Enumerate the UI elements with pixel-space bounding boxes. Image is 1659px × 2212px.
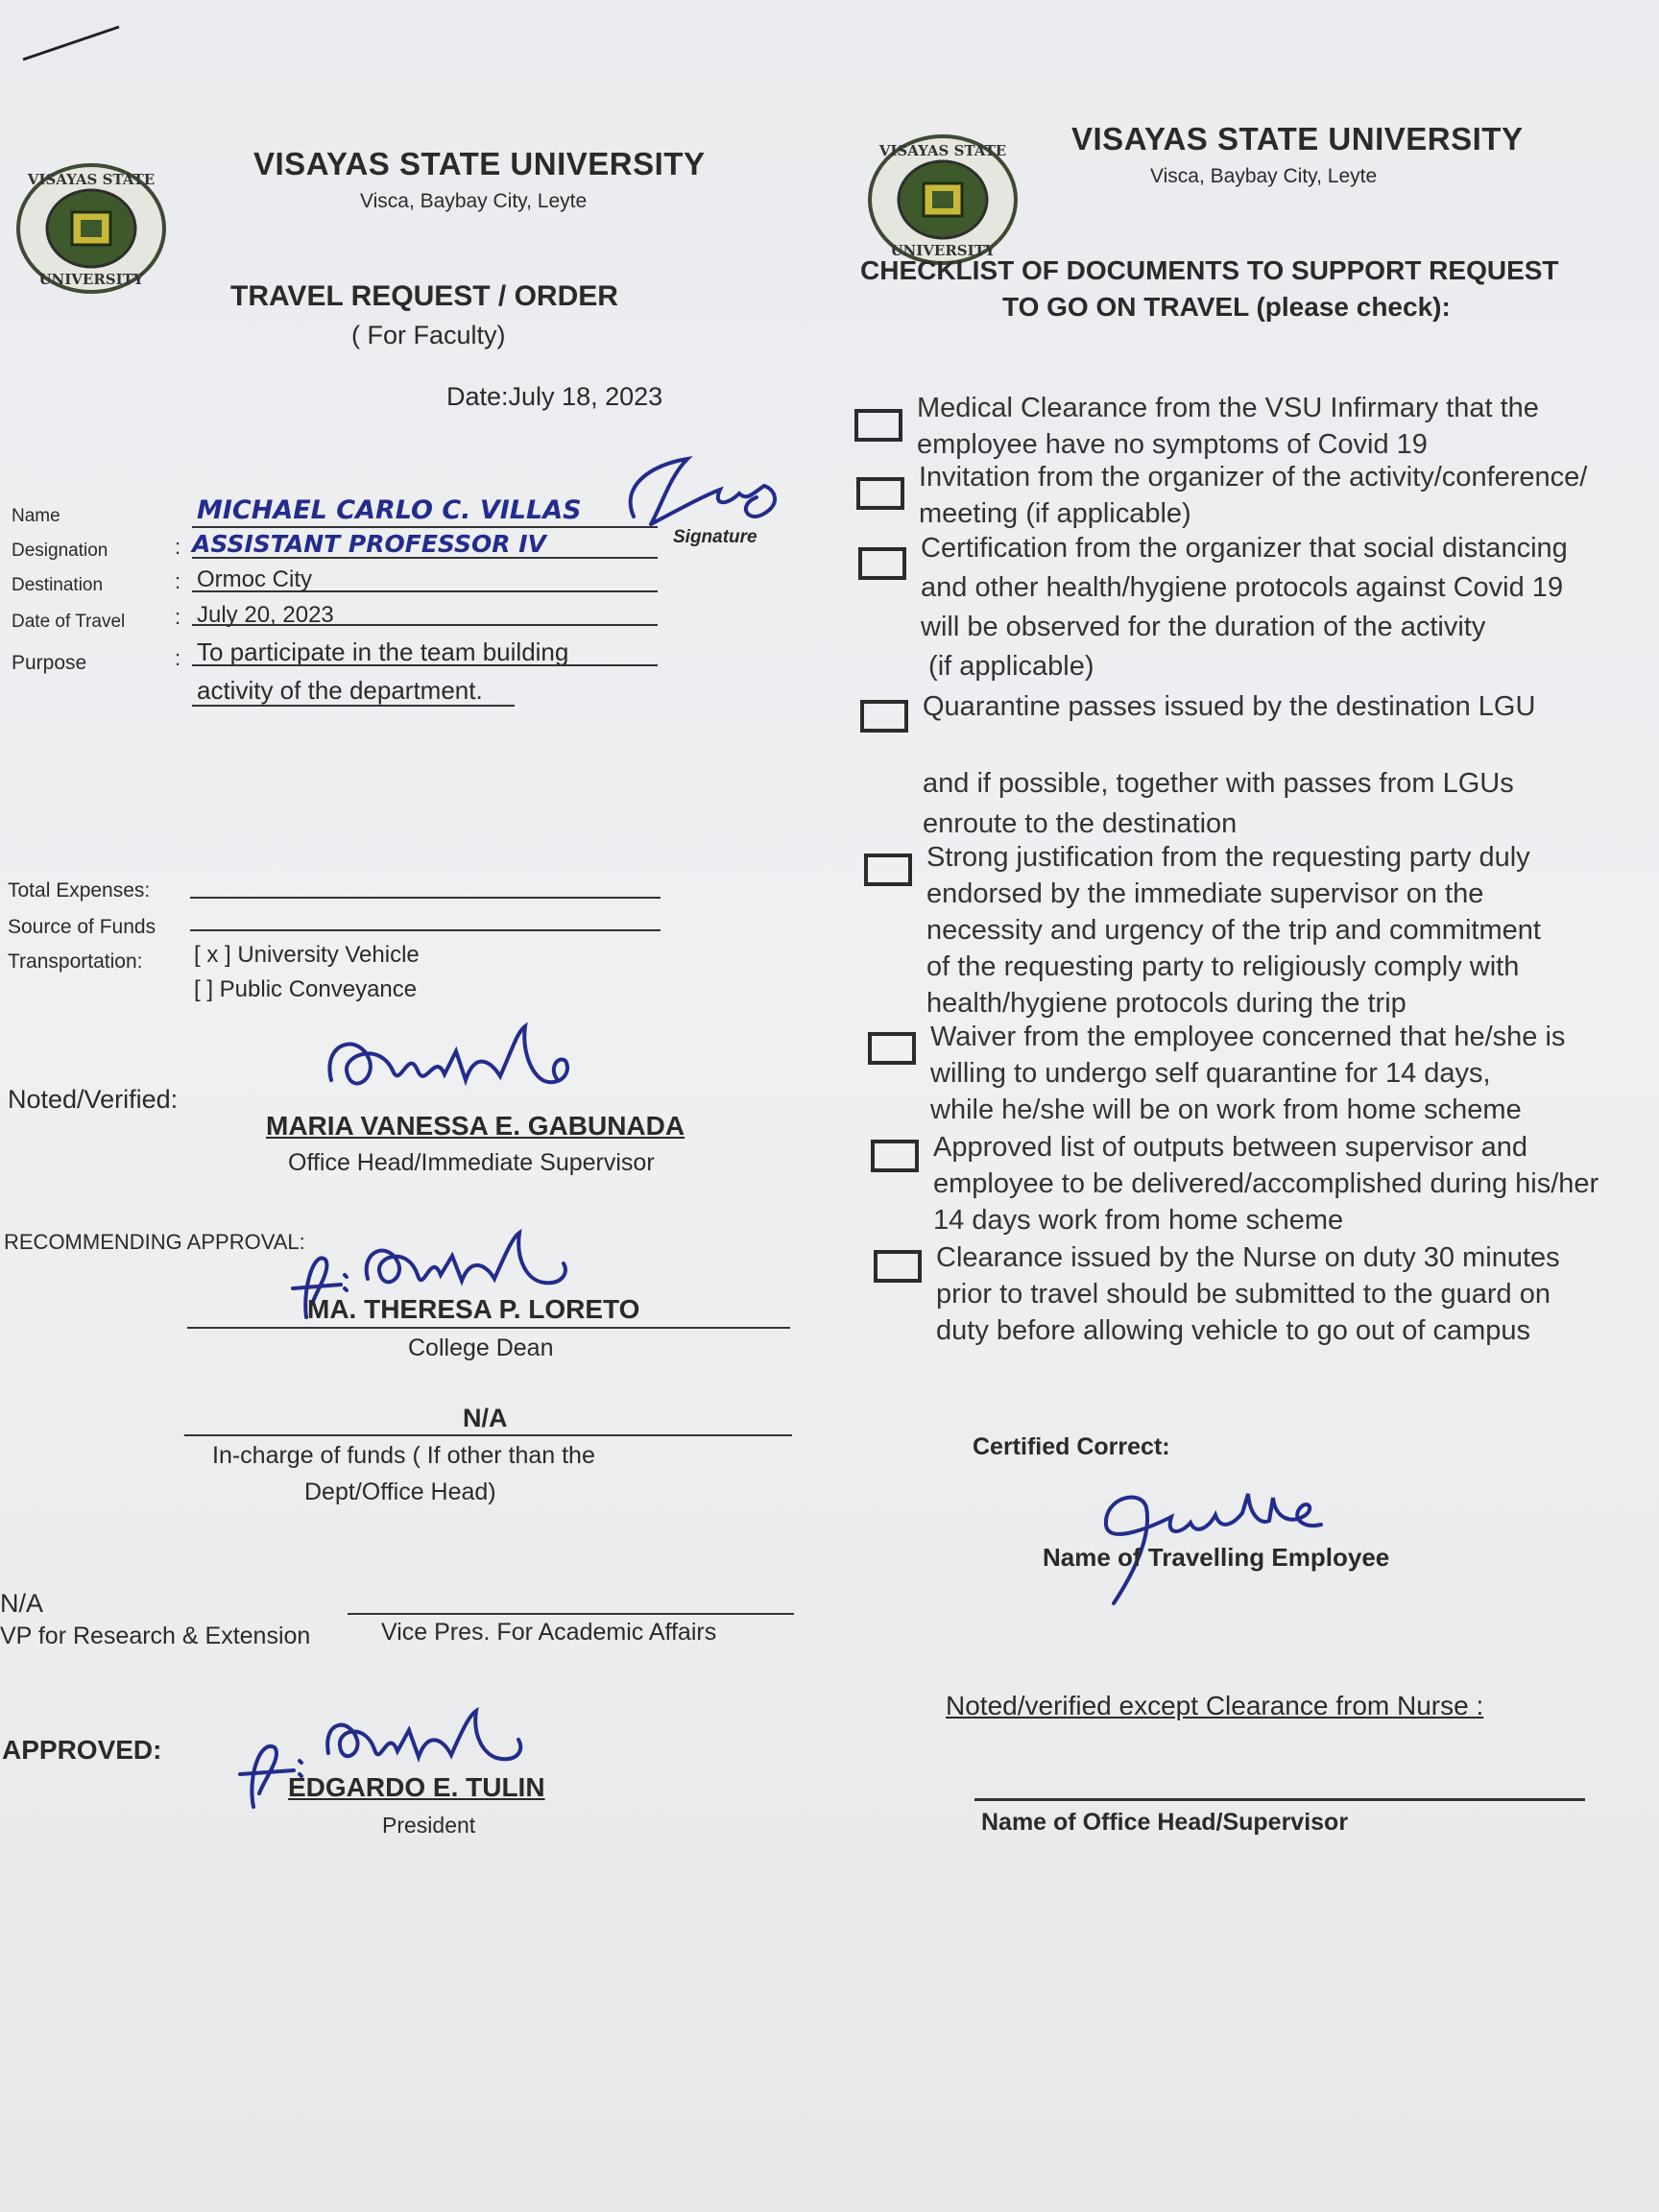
destination-underline xyxy=(192,590,658,592)
checklist-item-waiver: Waiver from the employee concerned that he/she is willing to undergo self quarantine for 14 days, while he/she will be on work from home scheme xyxy=(930,1022,1566,1125)
checkbox-icon[interactable] xyxy=(868,1032,916,1065)
dean-title: College Dean xyxy=(408,1334,554,1361)
date-of-travel-value: July 20, 2023 xyxy=(197,602,334,628)
dean-line xyxy=(187,1327,790,1329)
noted-verified-label: Noted/Verified: xyxy=(8,1085,179,1114)
name-label: Name xyxy=(12,506,60,526)
recommending-approval-label: RECOMMENDING APPROVAL: xyxy=(4,1230,305,1254)
name-value: MICHAEL CARLO C. VILLAS xyxy=(197,495,582,525)
applicant-signature xyxy=(613,447,795,534)
university-seal-icon xyxy=(15,161,167,296)
svg-text:VISAYAS STATE: VISAYAS STATE xyxy=(27,171,156,188)
destination-label: Destination xyxy=(12,575,104,595)
designation-underline xyxy=(192,557,658,559)
checklist-item-nurse-clearance: Clearance issued by the Nurse on duty 30 minutes prior to travel should be submitted to the guard on duty before allowing vehicle to go out of campus xyxy=(936,1242,1560,1346)
form-subtitle: ( For Faculty) xyxy=(351,321,506,349)
destination-colon: : xyxy=(175,569,181,593)
checklist-item-invitation: Invitation from the organizer of the activity/conference/ meeting (if applicable) xyxy=(919,462,1588,529)
total-expenses-line xyxy=(190,897,661,899)
checkbox-icon[interactable] xyxy=(856,477,904,510)
purpose-line-2: activity of the department. xyxy=(197,676,483,705)
checklist-item-medical-clearance: Medical Clearance from the VSU Infirmary that the employee have no symptoms of Covid 19 xyxy=(917,393,1539,460)
travelling-employee-label: Name of Travelling Employee xyxy=(1043,1543,1390,1572)
funds-in-charge-line xyxy=(184,1434,792,1436)
funds-in-charge-title-2: Dept/Office Head) xyxy=(304,1479,496,1505)
transport-option-university-vehicle: [ x ] University Vehicle xyxy=(194,942,420,968)
checklist-item-quarantine-passes: Quarantine passes issued by the destination LGU and if possible, together with passes from LGUs enroute to the destination xyxy=(923,691,1536,839)
checklist-item-certification: Certification from the organizer that social distancing and other health/hygiene protocols against Covid 19 will be observed for the duration of the activity (if applicable) xyxy=(921,533,1568,682)
checkbox-icon[interactable] xyxy=(858,547,906,580)
certified-correct-label: Certified Correct: xyxy=(973,1433,1170,1460)
signature-label: Signature xyxy=(673,527,757,547)
designation-label: Designation xyxy=(12,541,108,561)
transportation-label: Transportation: xyxy=(8,950,143,973)
designation-colon: : xyxy=(175,535,181,559)
date-of-travel-label: Date of Travel xyxy=(12,612,126,632)
checkbox-icon[interactable] xyxy=(874,1250,922,1283)
president-name: EDGARDO E. TULIN xyxy=(288,1772,545,1802)
total-expenses-label: Total Expenses: xyxy=(8,879,151,902)
right-university-name: VISAYAS STATE UNIVERSITY xyxy=(1071,121,1524,156)
president-title: President xyxy=(382,1813,476,1838)
vp-academic-label: Vice Pres. For Academic Affairs xyxy=(381,1619,717,1646)
purpose-label: Purpose xyxy=(12,652,87,674)
pen-mark xyxy=(19,19,125,67)
supervisor-title: Office Head/Immediate Supervisor xyxy=(288,1149,655,1176)
checkbox-icon[interactable] xyxy=(854,409,902,442)
date-of-travel-underline xyxy=(192,624,658,626)
approved-label: APPROVED: xyxy=(2,1735,162,1765)
supervisor-signature xyxy=(312,1013,590,1118)
svg-text:VISAYAS STATE: VISAYAS STATE xyxy=(878,142,1007,159)
university-address: Visca, Baybay City, Leyte xyxy=(360,190,588,212)
checklist-item-strong-justification: Strong justification from the requesting party duly endorsed by the immediate supervisor on the necessity and urgency of the trip and commitment of the requesting party to religiously comply with health/hygiene protocols during the trip xyxy=(926,842,1541,1019)
name-underline xyxy=(192,526,658,528)
checkbox-icon[interactable] xyxy=(860,700,908,733)
dean-name: MA. THERESA P. LORETO xyxy=(307,1294,640,1324)
funds-in-charge-title-1: In-charge of funds ( If other than the xyxy=(212,1442,595,1469)
destination-value: Ormoc City xyxy=(197,566,312,592)
vp-research-label: VP for Research & Extension xyxy=(0,1623,311,1649)
office-head-line xyxy=(974,1798,1585,1801)
supervisor-name: MARIA VANESSA E. GABUNADA xyxy=(266,1111,685,1141)
vp-academic-line xyxy=(348,1613,794,1615)
designation-value: ASSISTANT PROFESSOR IV xyxy=(192,530,546,558)
purpose-line-1: To participate in the team building xyxy=(197,637,569,666)
purpose-underline-1 xyxy=(192,664,658,666)
transport-option-public-conveyance: [ ] Public Conveyance xyxy=(194,976,418,1002)
funds-in-charge-value: N/A xyxy=(463,1404,508,1432)
vp-research-value: N/A xyxy=(0,1589,44,1618)
university-seal-icon xyxy=(867,132,1019,267)
source-of-funds-line xyxy=(190,929,661,931)
form-date: Date:July 18, 2023 xyxy=(446,382,663,411)
checklist-item-approved-outputs: Approved list of outputs between supervisor and employee to be delivered/accomplished during his/her 14 days work from home scheme xyxy=(933,1132,1599,1236)
date-of-travel-colon: : xyxy=(175,605,181,629)
checkbox-icon[interactable] xyxy=(864,854,912,886)
university-name: VISAYAS STATE UNIVERSITY xyxy=(253,146,706,181)
checklist-title-2: TO GO ON TRAVEL (please check): xyxy=(1002,292,1451,322)
svg-text:UNIVERSITY: UNIVERSITY xyxy=(38,271,144,288)
source-of-funds-label: Source of Funds xyxy=(8,916,156,938)
form-title: TRAVEL REQUEST / ORDER xyxy=(230,280,618,312)
purpose-underline-2 xyxy=(192,705,515,707)
checkbox-icon[interactable] xyxy=(871,1140,919,1172)
right-university-address: Visca, Baybay City, Leyte xyxy=(1150,165,1378,187)
checklist-title-1: CHECKLIST OF DOCUMENTS TO SUPPORT REQUEST xyxy=(860,255,1559,285)
purpose-colon: : xyxy=(175,646,181,670)
noted-except-label: Noted/verified except Clearance from Nurse : xyxy=(946,1691,1484,1720)
svg-text:UNIVERSITY: UNIVERSITY xyxy=(890,242,996,259)
office-head-label: Name of Office Head/Supervisor xyxy=(981,1809,1349,1836)
